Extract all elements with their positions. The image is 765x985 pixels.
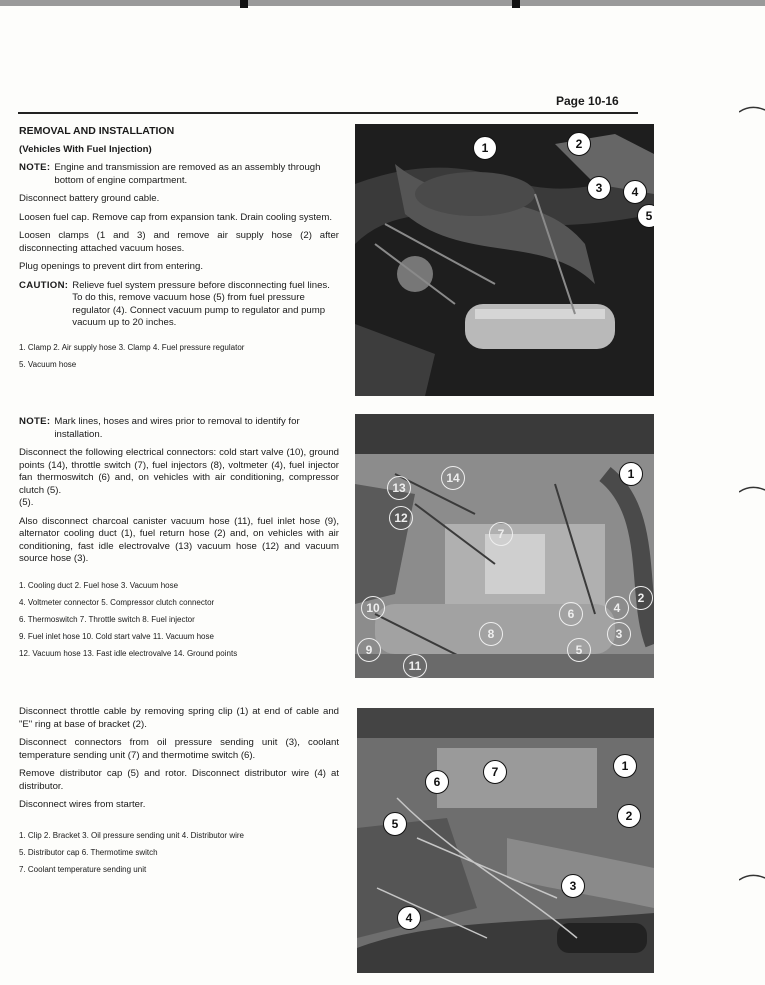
instruction-paragraph: Plug openings to prevent dirt from entering. [19, 261, 203, 272]
section-heading: REMOVAL AND INSTALLATION [19, 125, 175, 137]
callout-marker: 9 [357, 638, 381, 662]
section-removal [19, 125, 339, 376]
instruction-paragraph: Disconnect battery ground cable. [19, 193, 160, 204]
header-rule [18, 112, 638, 114]
instruction-paragraph: Loosen clamps (1 and 3) and remove air supply hose (2) after disconnecting attached vacuum hoses. [19, 230, 339, 254]
callout-marker: 13 [387, 476, 411, 500]
note-label: NOTE: [19, 416, 51, 427]
callout-marker: 6 [425, 770, 449, 794]
caption-line: 1. Clip 2. Bracket 3. Oil pressure sending unit 4. Distributor wire [19, 830, 244, 840]
instruction-paragraph: (5). [19, 497, 34, 508]
section-connectors [19, 416, 339, 665]
caption-line: 9. Fuel inlet hose 10. Cold start valve 11. Vacuum hose [19, 631, 214, 641]
callout-marker: 3 [561, 874, 585, 898]
caption-line: 4. Voltmeter connector 5. Compressor clutch connector [19, 597, 215, 607]
callout-marker: 5 [567, 638, 591, 662]
caution-block [19, 280, 339, 330]
figure-caption [19, 830, 339, 875]
note-text: Mark lines, hoses and wires prior to removal to identify for installation. [54, 416, 300, 440]
callout-marker: 1 [619, 462, 643, 486]
callout-marker: 10 [361, 596, 385, 620]
scan-mark [512, 0, 520, 8]
callout-marker: 11 [403, 654, 427, 678]
instruction-paragraph: Remove distributor cap (5) and rotor. Disconnect distributor wire (4) at distributor. [19, 768, 339, 792]
photo-engine-bay [357, 708, 654, 973]
caption-line: 5. Vacuum hose [19, 359, 77, 369]
note-block [19, 162, 339, 187]
note-label: NOTE: [19, 162, 51, 173]
figure-caption [19, 580, 339, 659]
callout-marker: 8 [479, 622, 503, 646]
caption-line: 5. Distributor cap 6. Thermotime switch [19, 847, 158, 857]
instruction-paragraph: Disconnect connectors from oil pressure sending unit (3), coolant temperature sending unit (7) and thermotime switch (6). [19, 737, 339, 761]
instruction-paragraph: Disconnect the following electrical connectors: cold start valve (10), ground points (14), throttle switch (7), fuel injectors (8), voltmeter (4), fuel injector fan thermoswitch (6) and, on vehicles with air conditioning, compressor clutch (5). [19, 447, 339, 496]
instruction-paragraph: Loosen fuel cap. Remove cap from expansion tank. Drain cooling system. [19, 211, 333, 223]
callout-marker: 1 [473, 136, 497, 160]
section-subheading: (Vehicles With Fuel Injection) [19, 143, 152, 155]
callout-marker: 5 [637, 204, 654, 228]
caution-text: Relieve fuel system pressure before disconnecting fuel lines. To do this, remove vacuum hose (5) from fuel pressure regulator (4). Connect vacuum pump to regulator and pump vacuum up to 20 inches. [72, 279, 330, 328]
scan-top-bar [0, 0, 765, 6]
caution-label: CAUTION: [19, 279, 69, 291]
caption-line: 12. Vacuum hose 13. Fast idle electrovalve 14. Ground points [19, 648, 238, 658]
instruction-paragraph: Also disconnect charcoal canister vacuum hose (11), fuel inlet hose (9), alternator cooling duct (1), fuel return hose (2) and, on vehicles with air conditioning, fast idle electrovalve (13) vacuum hose (12) and vacuum source hose (3). [19, 515, 339, 564]
callout-marker: 3 [607, 622, 631, 646]
figure-caption [19, 342, 339, 370]
callout-marker: 2 [567, 132, 591, 156]
engine-photo-connectors [355, 414, 654, 678]
callout-marker: 2 [617, 804, 641, 828]
callout-marker: 14 [441, 466, 465, 490]
note-text: Engine and transmission are removed as an assembly through bottom of engine compartment. [54, 162, 321, 186]
callout-marker: 3 [587, 176, 611, 200]
caption-line: 1. Clamp 2. Air supply hose 3. Clamp 4. Fuel pressure regulator [19, 342, 245, 352]
section-throttle [19, 706, 339, 881]
caption-line: 6. Thermoswitch 7. Throttle switch 8. Fuel injector [19, 614, 195, 624]
caption-line: 7. Coolant temperature sending unit [19, 864, 147, 874]
binder-mark [739, 104, 765, 114]
binder-mark [739, 484, 765, 494]
callout-marker: 4 [397, 906, 421, 930]
engine-photo-fuel-injection [355, 124, 654, 396]
scan-mark [240, 0, 248, 8]
caption-line: 1. Cooling duct 2. Fuel hose 3. Vacuum hose [19, 580, 179, 590]
callout-marker: 1 [613, 754, 637, 778]
callout-marker: 4 [605, 596, 629, 620]
instruction-paragraph: Disconnect throttle cable by removing spring clip (1) at end of cable and "E" ring at base of bracket (2). [19, 706, 339, 730]
engine-photo-throttle [357, 708, 654, 973]
callout-marker: 4 [623, 180, 647, 204]
note-block [19, 416, 339, 441]
callout-marker: 6 [559, 602, 583, 626]
instruction-paragraph: Disconnect wires from starter. [19, 799, 146, 810]
callout-marker: 12 [389, 506, 413, 530]
callout-marker: 2 [629, 586, 653, 610]
photo-engine-bay [355, 124, 654, 396]
page-number: Page 10-16 [556, 94, 619, 108]
callout-marker: 7 [489, 522, 513, 546]
binder-mark [739, 872, 765, 882]
callout-marker: 5 [383, 812, 407, 836]
callout-marker: 7 [483, 760, 507, 784]
